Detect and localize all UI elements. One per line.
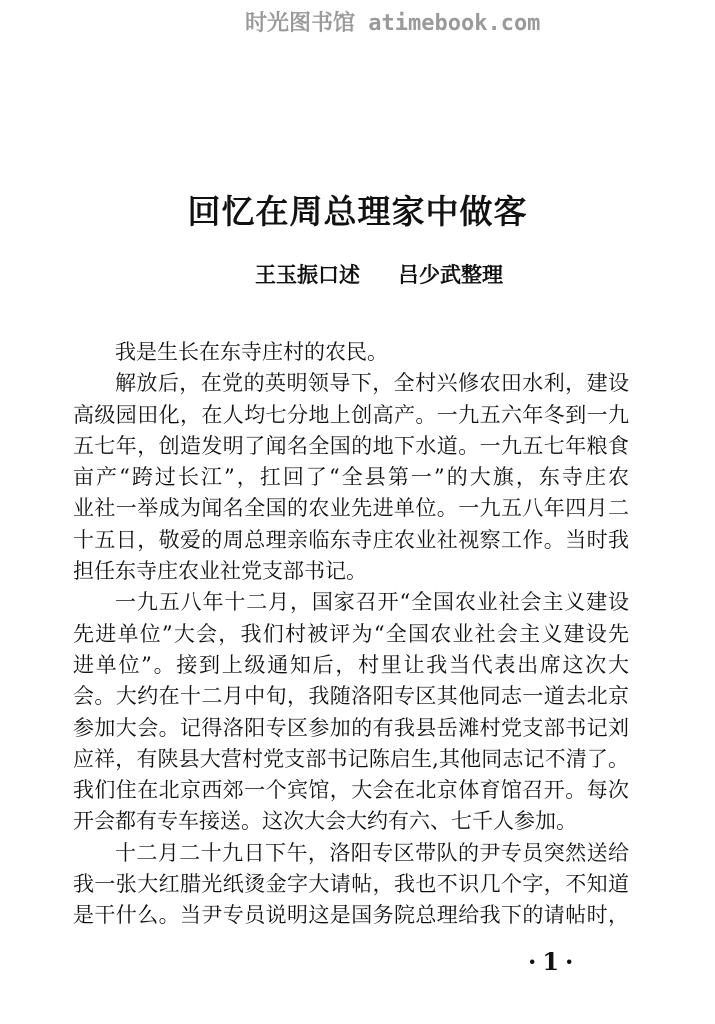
article-body — [73, 337, 629, 932]
text-line: 高级园田化，在人均七分地上创高产。一九五六年冬到一九 — [73, 402, 629, 427]
text-line: 一九五八年十二月，国家召开“全国农业社会主义建设 — [115, 590, 629, 615]
text-line: 进单位”。接到上级通知后，村里让我当代表出席这次大 — [73, 652, 629, 677]
text-line: 五七年，创造发明了闻名全国的地下水道。一九五七年粮食 — [73, 433, 629, 458]
text-line: 解放后，在党的英明领导下，全村兴修农田水利，建设 — [115, 371, 629, 396]
narrator: 王玉振口述 — [255, 262, 360, 287]
watermark: 时光图书馆 atimebook.com — [245, 11, 541, 36]
article-title: 回忆在周总理家中做客 — [187, 192, 528, 231]
text-line: 我们住在北京西郊一个宾馆，大会在北京体育馆召开。每次 — [73, 778, 629, 803]
text-line: 先进单位”大会，我们村被评为“全国农业社会主义建设先 — [73, 621, 629, 646]
editor: 吕少武整理 — [398, 262, 503, 287]
text-line: 十五日，敬爱的周总理亲临东寺庄农业社视察工作。当时我 — [73, 527, 629, 552]
text-line: 会。大约在十二月中旬，我随洛阳专区其他同志一道去北京 — [73, 684, 629, 709]
text-line: 是干什么。当尹专员说明这是国务院总理给我下的请帖时， — [73, 903, 629, 928]
text-line: 十二月二十九日下午，洛阳专区带队的尹专员突然送给 — [115, 840, 629, 865]
text-line: 业社一举成为闻名全国的农业先进单位。一九五八年四月二 — [73, 496, 629, 521]
text-line: 亩产“跨过长江”，扛回了“全县第一”的大旗，东寺庄农 — [73, 465, 629, 490]
text-line: 我一张大红腊光纸烫金字大请帖，我也不识几个字，不知道 — [73, 872, 629, 897]
byline — [255, 259, 503, 289]
text-line: 我是生长在东寺庄村的农民。 — [115, 340, 388, 364]
text-line: 应祥，有陕县大营村党支部书记陈启生,其他同志记不清了。 — [73, 746, 629, 771]
text-line: 开会都有专车接送。这次大会大约有六、七千人参加。 — [73, 809, 577, 834]
page-number: ·1· — [528, 947, 580, 976]
text-line: 参加大会。记得洛阳专区参加的有我县岳滩村党支部书记刘 — [73, 715, 629, 740]
text-line: 担任东寺庄农业社党支部书记。 — [73, 559, 367, 584]
